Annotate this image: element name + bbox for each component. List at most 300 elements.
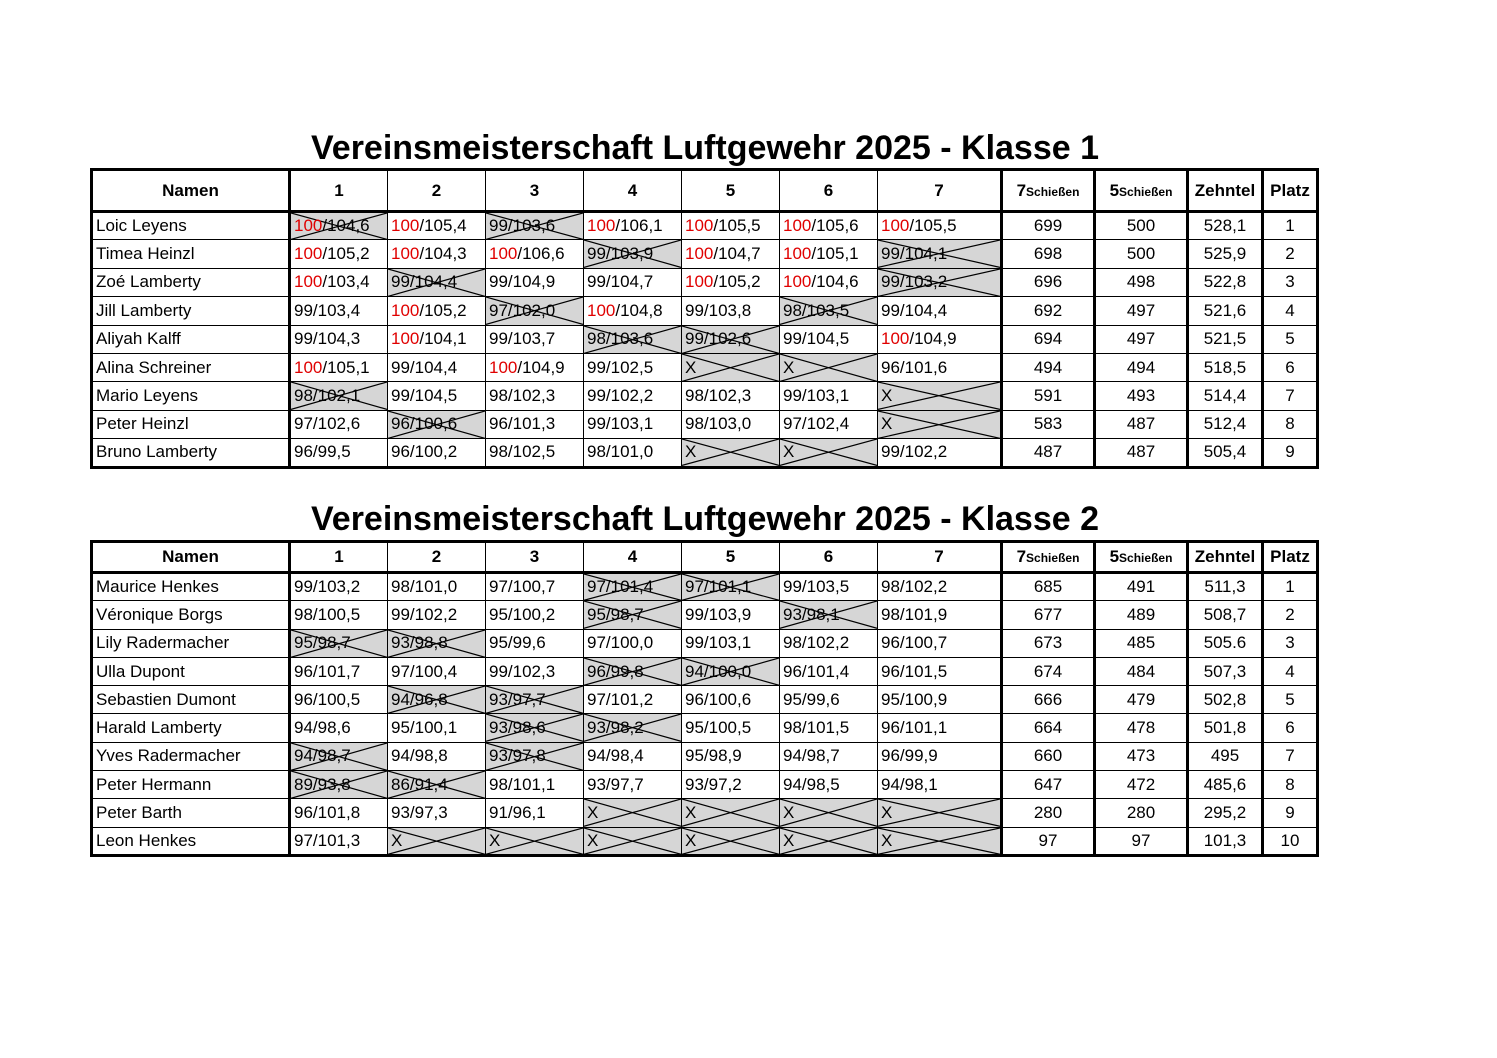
total-5-shoots: 491 <box>1095 573 1188 601</box>
table-title-klasse-1: Vereinsmeisterschaft Luftgewehr 2025 - Klasse 1 <box>310 129 1100 167</box>
score-text <box>294 244 370 263</box>
total-5-shoots: 493 <box>1095 382 1188 410</box>
score-text: 93/98,2 <box>587 718 644 738</box>
tenth-score: /104,9 <box>517 357 565 377</box>
placement: 2 <box>1263 601 1318 629</box>
header-round-2: 2 <box>388 542 486 573</box>
total-7-shoots: 591 <box>1002 382 1095 410</box>
perfect-ring-score: 100 <box>587 216 616 236</box>
score-text: 96/100,6 <box>685 689 752 709</box>
score-text: 96/101,5 <box>881 661 948 681</box>
score-round-5 <box>682 714 780 742</box>
score-text: X <box>391 830 403 850</box>
score-text: 98/102,1 <box>294 386 361 406</box>
score-round-5 <box>682 686 780 714</box>
score-round-6 <box>780 771 878 799</box>
zehntel-total: 495 <box>1188 742 1263 770</box>
table-row <box>92 657 1318 685</box>
score-text <box>391 244 467 263</box>
total-5-shoots: 497 <box>1095 325 1188 353</box>
placement: 1 <box>1263 212 1318 240</box>
score-text <box>391 301 467 320</box>
score-text: 99/104,1 <box>881 244 948 264</box>
header-round-2: 2 <box>388 170 486 212</box>
score-round-1 <box>290 325 388 353</box>
shooter-name: Mario Leyens <box>92 382 290 410</box>
score-round-7 <box>878 629 1002 657</box>
score-text: X <box>489 830 501 850</box>
header-round-4: 4 <box>584 542 682 573</box>
total-5-shoots: 280 <box>1095 799 1188 827</box>
score-round-3 <box>486 714 584 742</box>
score-round-7 <box>878 439 1002 467</box>
strike-x-icon <box>780 799 877 826</box>
header-zehntel: Zehntel <box>1188 542 1263 573</box>
score-text <box>685 216 761 235</box>
total-5-shoots: 485 <box>1095 629 1188 657</box>
header-round-1: 1 <box>290 170 388 212</box>
score-text: 97/101,4 <box>587 577 654 597</box>
total-7-shoots: 647 <box>1002 771 1095 799</box>
strike-x-icon <box>878 799 1000 826</box>
score-round-3 <box>486 353 584 381</box>
score-text: 97/101,2 <box>587 689 654 709</box>
score-text: 99/103,1 <box>783 386 850 406</box>
score-round-5 <box>682 573 780 601</box>
header-round-3: 3 <box>486 170 584 212</box>
total-7-shoots: 696 <box>1002 268 1095 296</box>
score-text: 96/101,1 <box>881 718 948 738</box>
score-text: 98/100,5 <box>294 604 361 624</box>
score-round-3 <box>486 439 584 467</box>
score-text: 99/104,5 <box>391 386 458 406</box>
shooter-name: Véronique Borgs <box>92 601 290 629</box>
score-text: 99/104,4 <box>391 272 458 292</box>
score-text: 95/99,6 <box>783 689 840 709</box>
header-sum5-count: 5 <box>1109 180 1120 200</box>
table-row <box>92 573 1318 601</box>
zehntel-total: 505.6 <box>1188 629 1263 657</box>
score-text: 97/102,6 <box>294 414 361 434</box>
score-round-4 <box>584 439 682 467</box>
total-5-shoots: 497 <box>1095 297 1188 325</box>
tenth-score: /105,2 <box>419 300 467 320</box>
shooter-name: Yves Radermacher <box>92 742 290 770</box>
perfect-ring-score: 100 <box>391 329 420 349</box>
results-table-klasse-2 <box>90 540 1319 857</box>
perfect-ring-score: 100 <box>391 300 420 320</box>
score-round-6 <box>780 573 878 601</box>
score-text: X <box>685 830 697 850</box>
score-round-3 <box>486 686 584 714</box>
placement: 9 <box>1263 439 1318 467</box>
total-7-shoots: 583 <box>1002 410 1095 438</box>
score-round-7 <box>878 240 1002 268</box>
strike-x-icon <box>878 382 1000 409</box>
shooter-name: Bruno Lamberty <box>92 439 290 467</box>
score-text: 96/99,9 <box>881 746 938 766</box>
score-text: 97/100,0 <box>587 633 654 653</box>
shooter-name: Peter Barth <box>92 799 290 827</box>
score-text <box>685 272 761 291</box>
score-text: 94/98,5 <box>783 774 840 794</box>
score-text: 95/99,6 <box>489 633 546 653</box>
header-round-6: 6 <box>780 170 878 212</box>
score-round-7 <box>878 573 1002 601</box>
score-text: 96/100,2 <box>391 442 458 462</box>
table-row <box>92 353 1318 381</box>
header-row <box>92 542 1318 573</box>
score-round-4 <box>584 601 682 629</box>
table-row <box>92 297 1318 325</box>
score-text: 99/102,2 <box>587 386 654 406</box>
score-text <box>294 216 370 235</box>
score-text: 96/101,8 <box>294 803 361 823</box>
zehntel-total: 521,5 <box>1188 325 1263 353</box>
score-round-4 <box>584 742 682 770</box>
header-sum7 <box>1002 170 1095 212</box>
table-row <box>92 268 1318 296</box>
score-round-2 <box>388 268 486 296</box>
score-text: 99/103,1 <box>587 414 654 434</box>
tenth-score: /103,4 <box>322 272 370 292</box>
score-round-7 <box>878 353 1002 381</box>
score-round-4 <box>584 714 682 742</box>
score-text: 95/100,1 <box>391 718 458 738</box>
score-text: 95/100,2 <box>489 604 556 624</box>
score-text: 99/103,5 <box>783 577 850 597</box>
score-round-1 <box>290 714 388 742</box>
header-sum7-count: 7 <box>1016 180 1027 200</box>
total-7-shoots: 666 <box>1002 686 1095 714</box>
score-round-2 <box>388 771 486 799</box>
zehntel-total: 101,3 <box>1188 827 1263 855</box>
score-round-4 <box>584 827 682 855</box>
score-round-4 <box>584 410 682 438</box>
score-text: 99/103,2 <box>881 272 948 292</box>
score-text: 94/98,4 <box>587 746 644 766</box>
tenth-score: /105,6 <box>811 216 859 236</box>
score-text: X <box>685 442 697 462</box>
header-round-6: 6 <box>780 542 878 573</box>
header-sum5-label: Schießen <box>1119 184 1173 199</box>
score-round-1 <box>290 629 388 657</box>
score-text: 93/97,8 <box>489 746 546 766</box>
score-round-3 <box>486 325 584 353</box>
score-text: X <box>783 357 795 377</box>
perfect-ring-score: 100 <box>685 244 714 264</box>
score-text: 93/97,2 <box>685 774 742 794</box>
score-text: 96/100,6 <box>391 414 458 434</box>
total-5-shoots: 479 <box>1095 686 1188 714</box>
score-round-1 <box>290 573 388 601</box>
perfect-ring-score: 100 <box>783 216 812 236</box>
total-7-shoots: 97 <box>1002 827 1095 855</box>
tenth-score: /104,6 <box>322 216 370 236</box>
header-platz: Platz <box>1263 170 1318 212</box>
perfect-ring-score: 100 <box>294 216 323 236</box>
shooter-name: Alina Schreiner <box>92 353 290 381</box>
header-zehntel: Zehntel <box>1188 170 1263 212</box>
score-round-2 <box>388 573 486 601</box>
total-5-shoots: 97 <box>1095 827 1188 855</box>
score-text: 94/98,8 <box>391 746 448 766</box>
score-text: 91/96,1 <box>489 803 546 823</box>
score-round-2 <box>388 410 486 438</box>
total-7-shoots: 674 <box>1002 657 1095 685</box>
score-text: 99/103,6 <box>489 216 556 236</box>
score-text: 98/103,6 <box>587 329 654 349</box>
score-round-1 <box>290 297 388 325</box>
strike-x-icon <box>584 828 681 854</box>
score-round-4 <box>584 325 682 353</box>
score-text: 99/102,2 <box>881 442 948 462</box>
tenth-score: /105,4 <box>419 216 467 236</box>
score-round-1 <box>290 771 388 799</box>
score-round-3 <box>486 382 584 410</box>
placement: 1 <box>1263 573 1318 601</box>
total-5-shoots: 489 <box>1095 601 1188 629</box>
strike-x-icon <box>486 828 583 854</box>
score-text: 94/98,1 <box>881 774 938 794</box>
score-text <box>587 216 663 235</box>
shooter-name: Ulla Dupont <box>92 657 290 685</box>
tenth-score: /105,5 <box>909 216 957 236</box>
total-5-shoots: 484 <box>1095 657 1188 685</box>
tenth-score: /104,7 <box>713 244 761 264</box>
score-text: 99/102,5 <box>587 357 654 377</box>
score-round-7 <box>878 827 1002 855</box>
score-round-1 <box>290 212 388 240</box>
total-5-shoots: 498 <box>1095 268 1188 296</box>
zehntel-total: 518,5 <box>1188 353 1263 381</box>
tenth-score: /105,2 <box>713 272 761 292</box>
header-round-3: 3 <box>486 542 584 573</box>
perfect-ring-score: 100 <box>391 216 420 236</box>
score-text: 95/98,9 <box>685 746 742 766</box>
score-round-3 <box>486 573 584 601</box>
score-text: 93/97,7 <box>489 689 546 709</box>
perfect-ring-score: 100 <box>294 244 323 264</box>
score-round-7 <box>878 325 1002 353</box>
score-text: 89/93,8 <box>294 774 351 794</box>
zehntel-total: 525,9 <box>1188 240 1263 268</box>
score-text: 99/104,4 <box>391 357 458 377</box>
header-round-5: 5 <box>682 170 780 212</box>
score-round-1 <box>290 657 388 685</box>
placement: 5 <box>1263 325 1318 353</box>
score-round-6 <box>780 382 878 410</box>
total-5-shoots: 487 <box>1095 439 1188 467</box>
score-round-7 <box>878 410 1002 438</box>
perfect-ring-score: 100 <box>489 357 518 377</box>
score-round-3 <box>486 410 584 438</box>
score-text: 86/91,4 <box>391 774 448 794</box>
score-round-2 <box>388 799 486 827</box>
score-round-6 <box>780 212 878 240</box>
zehntel-total: 505,4 <box>1188 439 1263 467</box>
table-title-klasse-2: Vereinsmeisterschaft Luftgewehr 2025 - Klasse 2 <box>310 500 1100 538</box>
score-round-4 <box>584 382 682 410</box>
placement: 7 <box>1263 382 1318 410</box>
table-row <box>92 742 1318 770</box>
shooter-name: Loic Leyens <box>92 212 290 240</box>
score-text: 97/100,7 <box>489 577 556 597</box>
header-platz: Platz <box>1263 542 1318 573</box>
header-sum5-count: 5 <box>1109 547 1120 566</box>
score-text <box>881 216 957 235</box>
tenth-score: /104,1 <box>419 329 467 349</box>
score-round-2 <box>388 742 486 770</box>
perfect-ring-score: 100 <box>391 244 420 264</box>
score-text: 93/97,3 <box>391 803 448 823</box>
score-round-3 <box>486 268 584 296</box>
score-text: 96/99,5 <box>294 442 351 462</box>
total-7-shoots: 673 <box>1002 629 1095 657</box>
score-round-2 <box>388 353 486 381</box>
score-round-1 <box>290 240 388 268</box>
placement: 6 <box>1263 714 1318 742</box>
score-round-2 <box>388 827 486 855</box>
header-round-5: 5 <box>682 542 780 573</box>
score-round-5 <box>682 601 780 629</box>
score-round-6 <box>780 686 878 714</box>
header-round-4: 4 <box>584 170 682 212</box>
score-round-5 <box>682 212 780 240</box>
placement: 5 <box>1263 686 1318 714</box>
score-text: 96/100,5 <box>294 689 361 709</box>
score-text: X <box>685 803 697 823</box>
score-text: 95/100,9 <box>881 689 948 709</box>
tenth-score: /104,8 <box>615 300 663 320</box>
score-round-4 <box>584 629 682 657</box>
score-text: 96/101,7 <box>294 661 361 681</box>
table-row <box>92 714 1318 742</box>
header-round-7: 7 <box>878 170 1002 212</box>
score-round-3 <box>486 827 584 855</box>
score-text: 98/102,5 <box>489 442 556 462</box>
score-round-6 <box>780 353 878 381</box>
perfect-ring-score: 100 <box>685 272 714 292</box>
score-round-6 <box>780 742 878 770</box>
score-text: 96/101,4 <box>783 661 850 681</box>
score-round-5 <box>682 771 780 799</box>
score-round-1 <box>290 742 388 770</box>
placement: 4 <box>1263 297 1318 325</box>
total-5-shoots: 478 <box>1095 714 1188 742</box>
score-round-7 <box>878 268 1002 296</box>
score-text: 95/98,7 <box>587 604 644 624</box>
total-7-shoots: 698 <box>1002 240 1095 268</box>
score-text: X <box>881 386 893 406</box>
score-round-2 <box>388 714 486 742</box>
total-7-shoots: 487 <box>1002 439 1095 467</box>
score-text: 96/101,3 <box>489 414 556 434</box>
total-5-shoots: 500 <box>1095 212 1188 240</box>
header-namen: Namen <box>92 542 290 573</box>
table-row <box>92 240 1318 268</box>
score-text: 99/104,7 <box>587 272 654 292</box>
table-row <box>92 601 1318 629</box>
score-round-6 <box>780 297 878 325</box>
zehntel-total: 295,2 <box>1188 799 1263 827</box>
score-text <box>489 358 565 377</box>
score-round-3 <box>486 657 584 685</box>
score-round-2 <box>388 439 486 467</box>
strike-x-icon <box>780 828 877 854</box>
score-round-4 <box>584 297 682 325</box>
score-text: 99/103,2 <box>294 577 361 597</box>
header-row <box>92 170 1318 212</box>
total-7-shoots: 677 <box>1002 601 1095 629</box>
score-round-3 <box>486 771 584 799</box>
score-round-5 <box>682 353 780 381</box>
header-sum7 <box>1002 542 1095 573</box>
score-round-4 <box>584 240 682 268</box>
score-round-4 <box>584 799 682 827</box>
score-round-6 <box>780 268 878 296</box>
zehntel-total: 485,6 <box>1188 771 1263 799</box>
placement: 8 <box>1263 771 1318 799</box>
score-round-5 <box>682 240 780 268</box>
header-sum7-label: Schießen <box>1026 184 1080 199</box>
strike-x-icon <box>584 799 681 826</box>
score-round-5 <box>682 382 780 410</box>
strike-x-icon <box>878 411 1000 438</box>
score-text: 99/103,1 <box>685 633 752 653</box>
score-round-2 <box>388 657 486 685</box>
score-text: X <box>783 830 795 850</box>
score-round-2 <box>388 297 486 325</box>
table-row <box>92 629 1318 657</box>
score-text <box>685 244 761 263</box>
score-round-5 <box>682 799 780 827</box>
score-text: 99/104,3 <box>294 329 361 349</box>
score-round-2 <box>388 212 486 240</box>
perfect-ring-score: 100 <box>294 272 323 292</box>
score-round-5 <box>682 325 780 353</box>
placement: 10 <box>1263 827 1318 855</box>
score-text: 99/102,2 <box>391 604 458 624</box>
total-7-shoots: 494 <box>1002 353 1095 381</box>
header-sum5 <box>1095 170 1188 212</box>
total-5-shoots: 494 <box>1095 353 1188 381</box>
table-row <box>92 799 1318 827</box>
tenth-score: /105,1 <box>811 244 859 264</box>
score-round-4 <box>584 771 682 799</box>
score-text: 97/100,4 <box>391 661 458 681</box>
total-5-shoots: 473 <box>1095 742 1188 770</box>
score-round-3 <box>486 799 584 827</box>
tenth-score: /106,6 <box>517 244 565 264</box>
score-round-6 <box>780 240 878 268</box>
placement: 3 <box>1263 629 1318 657</box>
strike-x-icon <box>682 354 779 381</box>
strike-x-icon <box>682 799 779 826</box>
score-text: X <box>783 442 795 462</box>
score-text: 97/101,3 <box>294 830 361 850</box>
score-round-1 <box>290 268 388 296</box>
zehntel-total: 507,3 <box>1188 657 1263 685</box>
shooter-name: Peter Hermann <box>92 771 290 799</box>
score-round-2 <box>388 382 486 410</box>
table-row <box>92 827 1318 855</box>
score-text <box>391 216 467 235</box>
score-text: 98/101,0 <box>391 577 458 597</box>
zehntel-total: 521,6 <box>1188 297 1263 325</box>
perfect-ring-score: 100 <box>881 216 910 236</box>
tenth-score: /104,9 <box>909 329 957 349</box>
